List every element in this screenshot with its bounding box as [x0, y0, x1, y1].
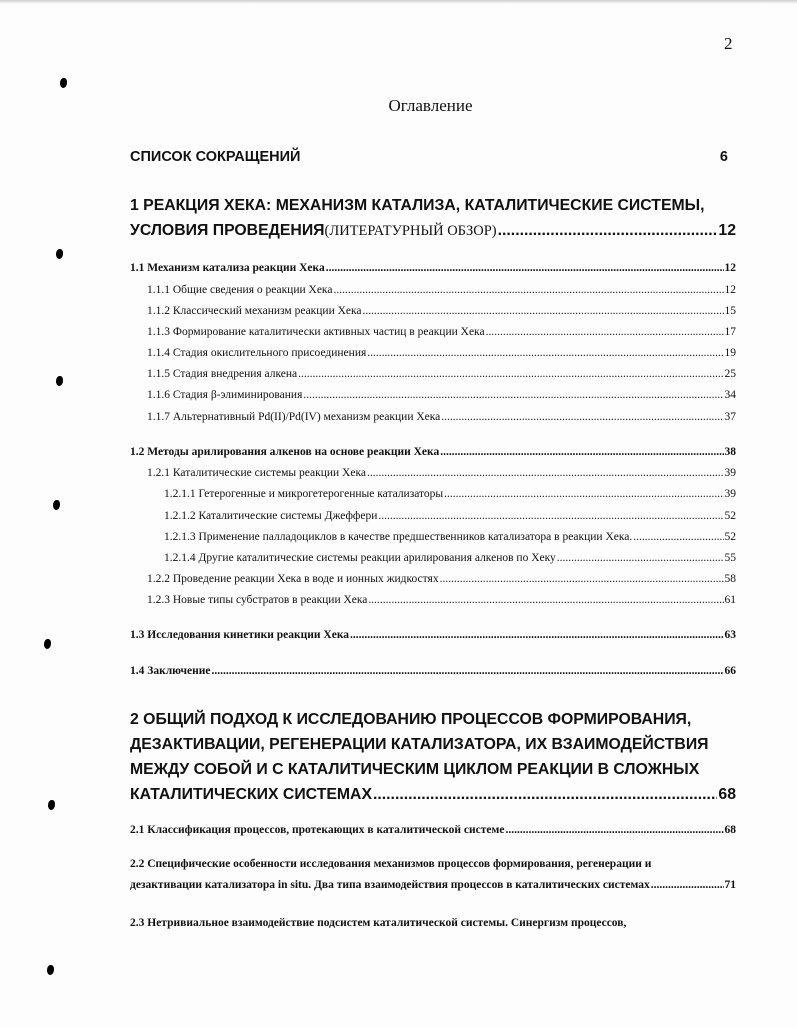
scan-blot — [53, 500, 60, 510]
toc-entry[interactable] — [130, 262, 736, 274]
scan-blot — [47, 965, 54, 975]
toc-entry[interactable] — [130, 824, 736, 836]
toc-entry[interactable] — [147, 411, 736, 423]
toc-label: 1.1.5 Стадия внедрения алкена — [147, 368, 298, 380]
toc-entry-multiline[interactable] — [130, 917, 736, 929]
dot-leader — [486, 326, 724, 338]
toc-entry[interactable] — [147, 467, 736, 479]
toc-entry[interactable] — [147, 573, 736, 585]
toc-entry-multiline[interactable] — [130, 858, 736, 891]
dot-leader — [368, 594, 723, 606]
toc-entry[interactable] — [147, 389, 736, 401]
toc-page: 52 — [724, 531, 736, 543]
page-title: Оглавление — [388, 96, 473, 115]
dot-leader — [378, 510, 723, 522]
toc-label: 1.1.3 Формирование каталитически активных частиц в реакции Хека — [147, 326, 485, 338]
toc-page: 12 — [724, 262, 736, 274]
toc-label: 2.3 Нетривиальное взаимодействие подсистем каталитической системы. Синергизм процессов, — [130, 917, 627, 929]
toc-page: 6 — [719, 149, 728, 165]
toc-page: 52 — [724, 510, 736, 522]
toc-chapter-2[interactable] — [130, 707, 736, 807]
toc-label: 1.1.6 Стадия β-элиминирования — [147, 389, 303, 401]
toc-page: 17 — [724, 326, 736, 338]
dot-leader — [498, 218, 718, 243]
toc-label: 1.1.7 Альтернативный Pd(II)/Pd(IV) механизм реакции Хека — [147, 411, 441, 423]
toc-chapter-1[interactable] — [130, 193, 736, 244]
toc-page: 25 — [724, 368, 736, 380]
dot-leader — [557, 552, 724, 564]
dot-leader — [333, 284, 723, 296]
toc-entry[interactable] — [130, 629, 736, 641]
dot-leader — [211, 665, 723, 677]
dot-leader — [326, 262, 724, 274]
toc-label: 1.2.1.2 Каталитические системы Джеффери — [164, 510, 378, 522]
toc-label: 1.2.3 Новые типы субстратов в реакции Хека — [147, 594, 368, 606]
toc-entry[interactable] — [147, 284, 736, 296]
toc-label: 1.1.4 Стадия окислительного присоединения — [147, 347, 367, 359]
toc-page: 15 — [724, 305, 736, 317]
toc-entry[interactable] — [164, 510, 736, 522]
toc-label: 2.2 Специфические особенности исследования механизмов процессов формирования, регенерации и — [130, 858, 652, 870]
dot-leader — [373, 782, 717, 807]
toc-entry[interactable] — [147, 594, 736, 606]
toc-page: 58 — [724, 573, 736, 585]
toc-page: 12 — [724, 284, 736, 296]
dot-leader — [505, 824, 723, 836]
toc-page: 38 — [724, 446, 736, 458]
toc-page: 34 — [724, 389, 736, 401]
toc-label: 1.1.2 Классический механизм реакции Хека — [147, 305, 362, 317]
dot-leader — [303, 389, 723, 401]
toc-page: 19 — [724, 347, 736, 359]
toc-entry[interactable] — [147, 305, 736, 317]
toc-label: 1.2.1 Каталитические системы реакции Хека — [147, 467, 366, 479]
toc-entry[interactable] — [147, 326, 736, 338]
toc-label: 1.1 Механизм катализа реакции Хека — [130, 262, 325, 274]
dot-leader — [444, 488, 723, 500]
dot-leader — [440, 573, 724, 585]
toc-page: 63 — [724, 629, 736, 641]
toc-label: дезактивации катализатора in situ. Два типа взаимодействия процессов в каталитических системах — [130, 879, 650, 891]
scan-edge — [0, 0, 797, 4]
chapter-title-line: 1 РЕАКЦИЯ ХЕКА: МЕХАНИЗМ КАТАЛИЗА, КАТАЛИТИЧЕСКИЕ СИСТЕМЫ, — [130, 197, 705, 214]
toc-label: 1.2.1.1 Гетерогенные и микрогетерогенные катализаторы — [164, 488, 444, 500]
toc-entry[interactable] — [164, 488, 736, 500]
toc-page: 37 — [724, 411, 736, 423]
toc-page: 71 — [724, 879, 736, 891]
dot-leader — [633, 531, 723, 543]
toc-abbreviations[interactable] — [130, 149, 736, 165]
toc-entry[interactable] — [164, 552, 736, 564]
chapter-title-line: КАТАЛИТИЧЕСКИХ СИСТЕМАХ — [130, 786, 372, 803]
toc-page: 68 — [718, 786, 736, 803]
chapter-title-line: ДЕЗАКТИВАЦИИ, РЕГЕНЕРАЦИИ КАТАЛИЗАТОРА, ИХ ВЗАИМОДЕЙСТВИЯ — [130, 736, 709, 753]
toc-page: 68 — [724, 824, 736, 836]
toc-label: 1.2 Методы арилирования алкенов на основе реакции Хека — [130, 446, 440, 458]
toc-entry[interactable] — [130, 665, 736, 677]
chapter-title-subline: (ЛИТЕРАТУРНЫЙ ОБЗОР) — [324, 223, 497, 239]
chapter-title-line: УСЛОВИЯ ПРОВЕДЕНИЯ — [130, 222, 325, 239]
toc-page: 61 — [724, 594, 736, 606]
dot-leader — [651, 879, 724, 891]
toc-entry[interactable] — [147, 347, 736, 359]
dot-leader — [298, 368, 723, 380]
toc-entry[interactable] — [130, 446, 736, 458]
scan-blot — [48, 800, 55, 810]
toc-label: СПИСОК СОКРАЩЕНИЙ — [130, 149, 301, 165]
toc-page: 55 — [724, 552, 736, 564]
toc-label: 1.2.1.4 Другие каталитические системы реакции арилирования алкенов по Хеку — [164, 552, 556, 564]
dot-leader — [367, 347, 723, 359]
toc-page: 12 — [718, 222, 736, 239]
toc-label: 1.4 Заключение — [130, 665, 211, 677]
dot-leader — [350, 629, 723, 641]
dot-leader — [440, 446, 723, 458]
toc-label: 1.1.1 Общие сведения о реакции Хека — [147, 284, 333, 296]
toc-label: 1.3 Исследования кинетики реакции Хека — [130, 629, 350, 641]
toc-label: 1.2.2 Проведение реакции Хека в воде и ионных жидкостях — [147, 573, 439, 585]
dot-leader — [363, 305, 724, 317]
toc-page: 39 — [724, 467, 736, 479]
scan-blot — [56, 249, 63, 259]
toc-label: 2.1 Классификация процессов, протекающих в каталитической системе — [130, 824, 505, 836]
dot-leader — [441, 411, 723, 423]
page-number: 2 — [724, 34, 733, 53]
chapter-title-line: 2 ОБЩИЙ ПОДХОД К ИССЛЕДОВАНИЮ ПРОЦЕССОВ ФОРМИРОВАНИЯ, — [130, 711, 692, 728]
toc-page: 66 — [724, 665, 736, 677]
scan-blot — [56, 376, 63, 386]
toc-entry[interactable] — [147, 368, 736, 380]
toc-page: 39 — [724, 488, 736, 500]
dot-leader — [367, 467, 724, 479]
toc-entry[interactable] — [164, 531, 736, 543]
scan-blot — [44, 639, 51, 649]
chapter-title-line: МЕЖДУ СОБОЙ И С КАТАЛИТИЧЕСКИМ ЦИКЛОМ РЕАКЦИИ В СЛОЖНЫХ — [130, 761, 700, 778]
scan-blot — [60, 78, 67, 88]
toc-label: 1.2.1.3 Применение палладоциклов в качестве предшественников катализатора в реакции Хека. — [164, 531, 633, 543]
